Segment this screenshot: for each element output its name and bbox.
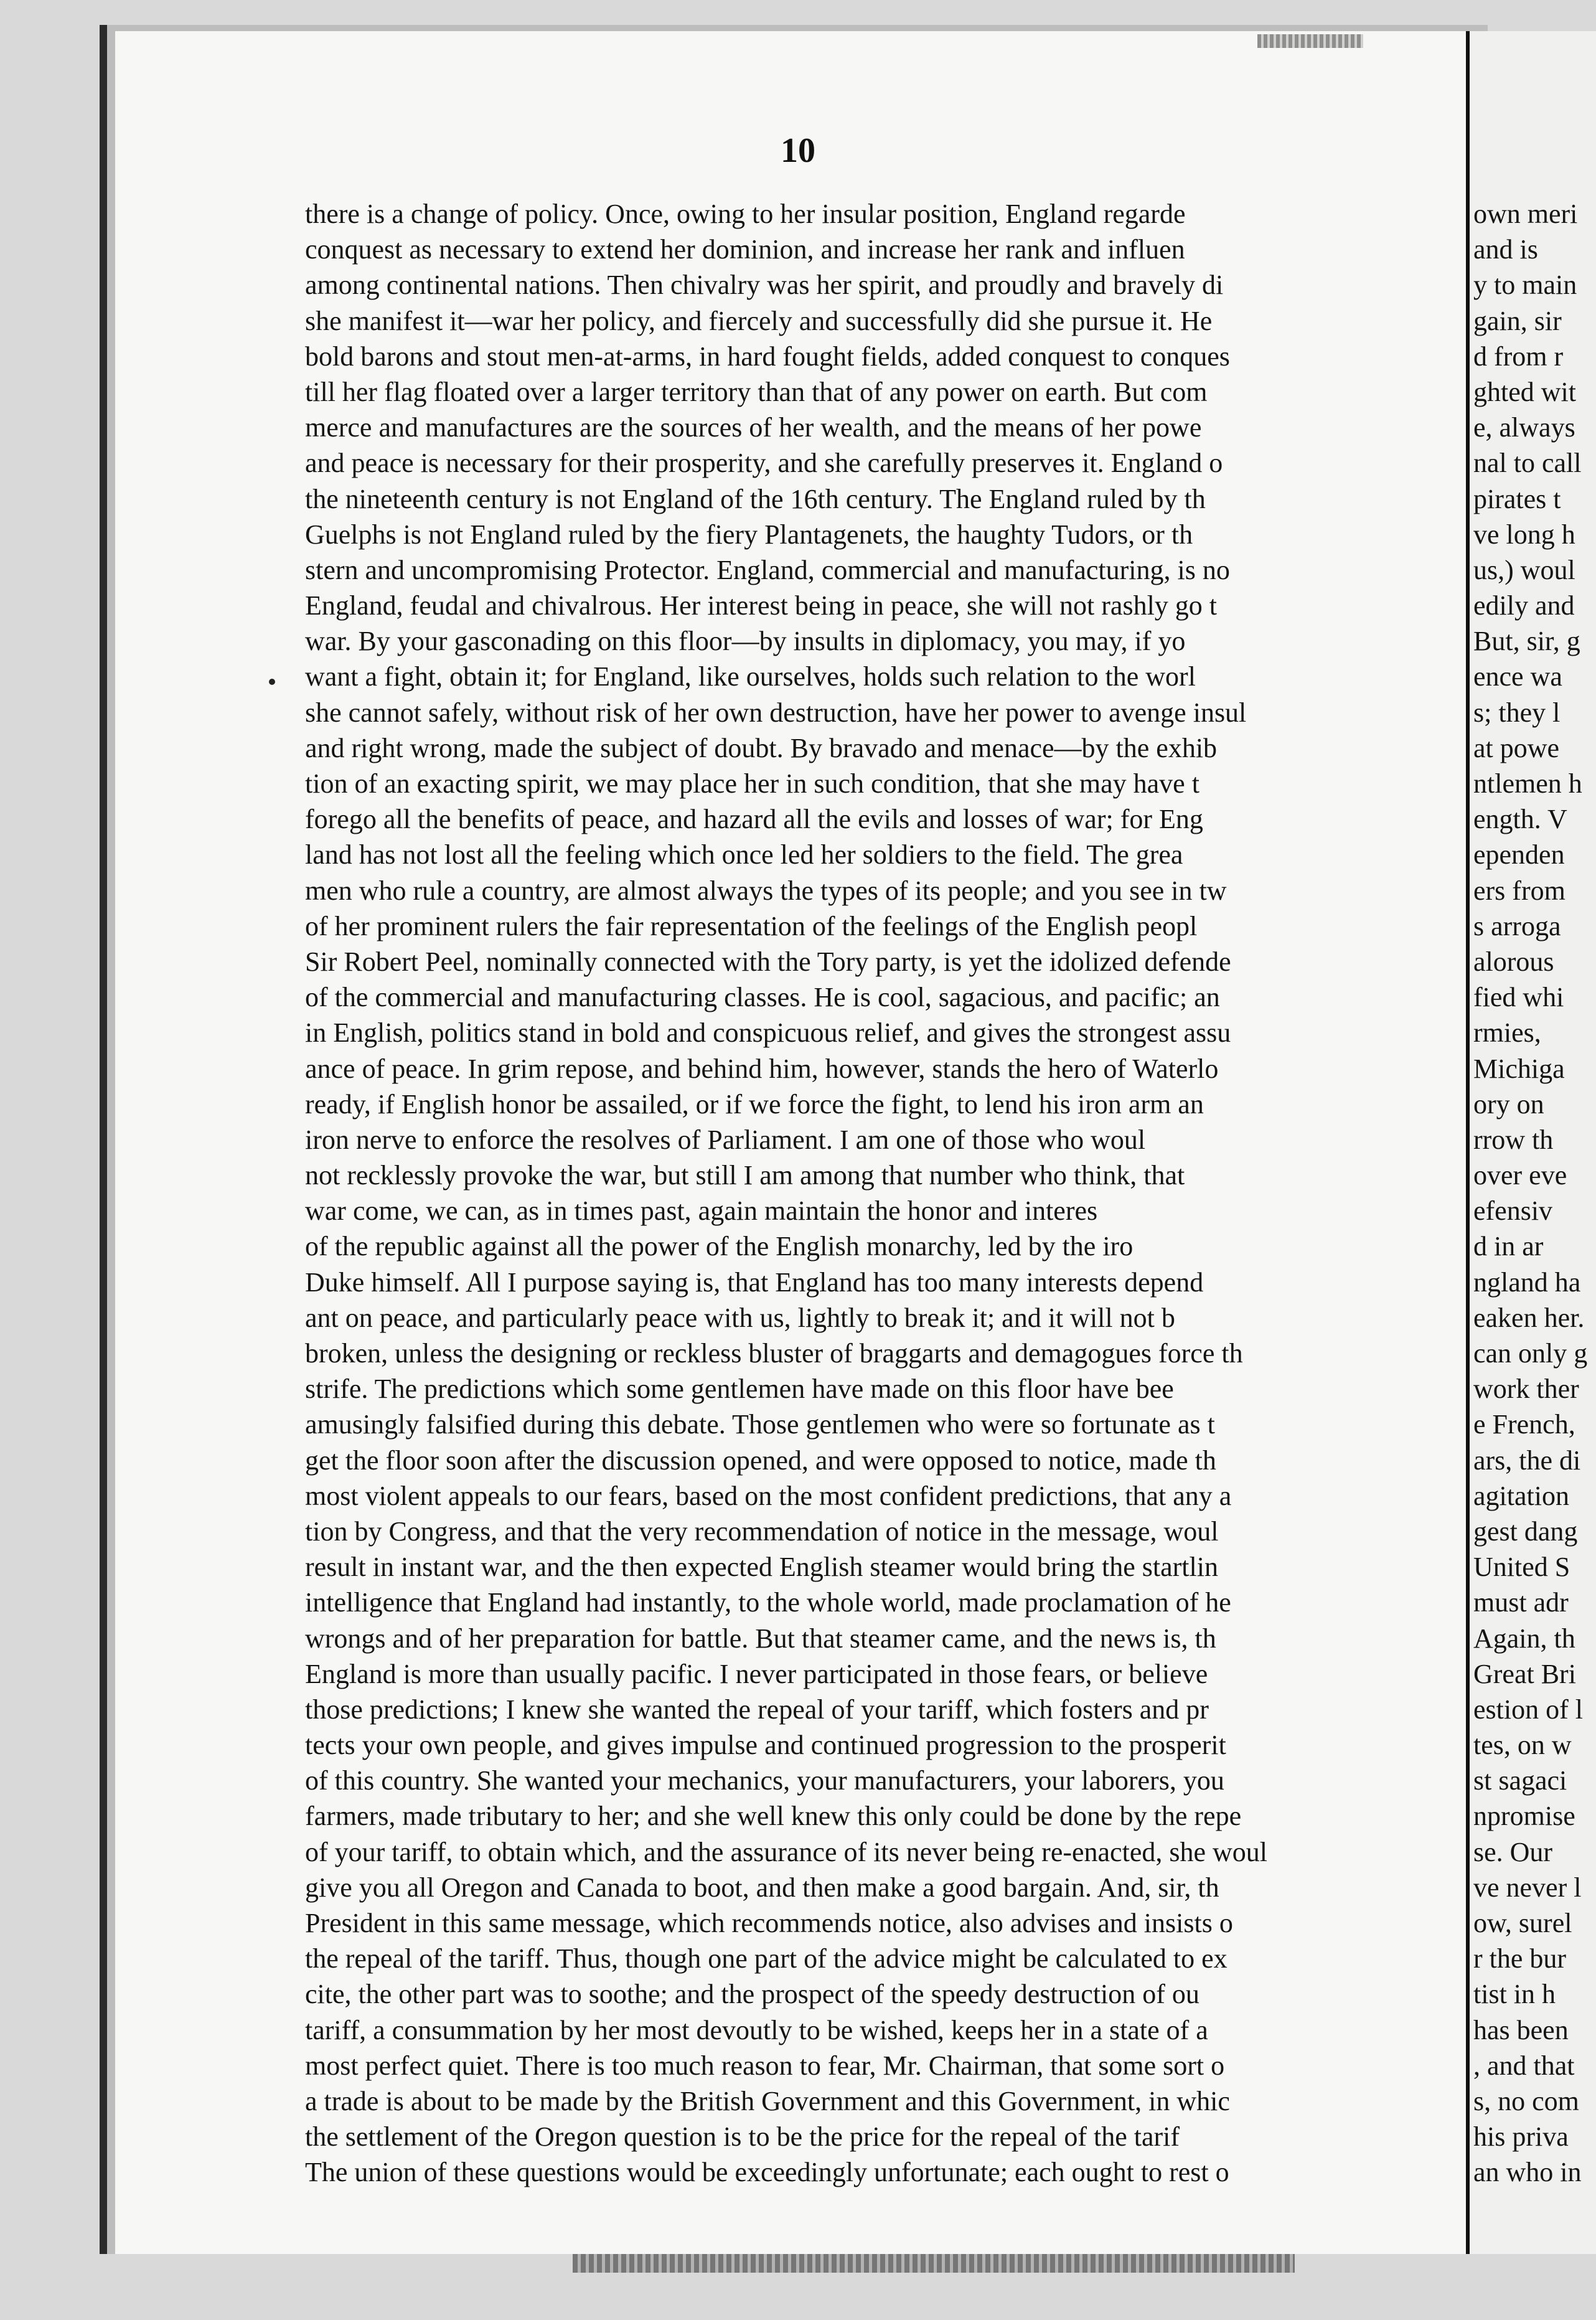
facing-page-fragment: st sagaci <box>1473 1765 1567 1796</box>
facing-page-fragment: fied whi <box>1473 982 1564 1013</box>
text-line: land has not lost all the feeling which once led her soldiers to the field. The grea <box>305 839 1183 870</box>
facing-page-fragment: ghted wit <box>1473 376 1576 407</box>
text-line: war come, we can, as in times past, again maintain the honor and interes <box>305 1195 1098 1227</box>
text-line: ant on peace, and particularly peace with us, lightly to break it; and it will not b <box>305 1302 1175 1333</box>
facing-page-fragment: s arroga <box>1473 910 1561 941</box>
facing-page-strip <box>1466 31 1596 2254</box>
text-line: give you all Oregon and Canada to boot, and then make a good bargain. And, sir, th <box>305 1872 1219 1903</box>
facing-page-fragment: his priva <box>1473 2121 1569 2153</box>
text-line: tects your own people, and gives impulse and continued progression to the prosperit <box>305 1730 1226 1761</box>
facing-page-fragment: r the bur <box>1473 1943 1567 1974</box>
facing-page-fragment: at powe <box>1473 732 1560 763</box>
text-line: not recklessly provoke the war, but still I am among that number who think, that <box>305 1160 1185 1191</box>
text-line: iron nerve to enforce the resolves of Parliament. I am one of those who woul <box>305 1124 1146 1155</box>
facing-page-fragment: d from r <box>1473 341 1564 372</box>
scan-artifact-top <box>1257 34 1363 48</box>
text-line: and peace is necessary for their prosperity, and she carefully preserves it. England o <box>305 448 1223 479</box>
text-line: bold barons and stout men-at-arms, in hard fought fields, added conquest to conques <box>305 341 1230 372</box>
facing-page-fragment: , and that <box>1473 2050 1575 2081</box>
text-line: among continental nations. Then chivalry was her spirit, and proudly and bravely di <box>305 270 1224 301</box>
text-line: farmers, made tributary to her; and she well knew this only could be done by the repe <box>305 1801 1242 1832</box>
text-line: of her prominent rulers the fair representation of the feelings of the English peopl <box>305 910 1198 941</box>
text-line: she manifest it—war her policy, and fiercely and successfully did she pursue it. He <box>305 305 1213 336</box>
facing-page-fragment: own meri <box>1473 199 1578 229</box>
text-line: there is a change of policy. Once, owing to her insular position, England regarde <box>305 199 1186 229</box>
text-line: in English, politics stand in bold and conspicuous relief, and gives the strongest assu <box>305 1017 1231 1049</box>
margin-mark <box>269 679 275 685</box>
facing-page-fragment: d in ar <box>1473 1231 1544 1262</box>
text-line: the settlement of the Oregon question is to be the price for the repeal of the tarif <box>305 2121 1180 2153</box>
text-line: the nineteenth century is not England of the 16th century. The England ruled by th <box>305 483 1206 514</box>
facing-page-fragment: edily and <box>1473 590 1575 621</box>
facing-page-fragment: ve long h <box>1473 519 1575 550</box>
text-line: get the floor soon after the discussion opened, and were opposed to notice, made th <box>305 1445 1216 1476</box>
text-line: men who rule a country, are almost always the types of its people; and you see in tw <box>305 875 1227 906</box>
text-line: cite, the other part was to soothe; and the prospect of the speedy destruction of ou <box>305 1979 1199 2010</box>
facing-page-fragment: ence wa <box>1473 661 1562 692</box>
facing-page-fragment: us,) woul <box>1473 554 1575 585</box>
facing-page-fragment: e French, <box>1473 1409 1575 1440</box>
body-text <box>305 196 1475 2190</box>
text-line: stern and uncompromising Protector. England, commercial and manufacturing, is no <box>305 554 1230 585</box>
facing-page-fragment: work ther <box>1473 1374 1579 1405</box>
facing-page-fragment: ow, surel <box>1473 1908 1572 1938</box>
facing-page-fragment: alorous <box>1473 946 1554 977</box>
text-line: of your tariff, to obtain which, and the assurance of its never being re-enacted, she woul <box>305 1836 1267 1867</box>
facing-page-fragment: npromise <box>1473 1801 1575 1832</box>
facing-page-fragments <box>1470 196 1587 2190</box>
facing-page-fragment: gest dang <box>1473 1516 1578 1547</box>
text-line: tariff, a consummation by her most devoutly to be wished, keeps her in a state of a <box>305 2014 1208 2045</box>
text-line: most violent appeals to our fears, based on the most confident predictions, that any a <box>305 1480 1232 1511</box>
text-line: those predictions; I knew she wanted the repeal of your tariff, which fosters and pr <box>305 1694 1209 1725</box>
facing-page-fragment: can only g <box>1473 1338 1588 1369</box>
text-line: conquest as necessary to extend her dominion, and increase her rank and influen <box>305 234 1185 265</box>
facing-page-fragment: se. Our <box>1473 1836 1553 1867</box>
facing-page-fragment: Great Bri <box>1473 1658 1576 1689</box>
facing-page-fragment: and is <box>1473 234 1538 265</box>
facing-page-fragment: y to main <box>1473 270 1577 301</box>
text-line: war. By your gasconading on this floor—by insults in diplomacy, you may, if yo <box>305 626 1186 657</box>
text-line: and right wrong, made the subject of doubt. By bravado and menace—by the exhib <box>305 732 1218 763</box>
facing-page-fragment: s, no com <box>1473 2085 1579 2116</box>
text-line: England, feudal and chivalrous. Her interest being in peace, she will not rashly go t <box>305 590 1218 621</box>
facing-page-fragment: rmies, <box>1473 1017 1541 1049</box>
text-line: England is more than usually pacific. I never participated in those fears, or believe <box>305 1658 1208 1689</box>
facing-page-fragment: ependen <box>1473 839 1565 870</box>
text-line: Duke himself. All I purpose saying is, that England has too many interests depend <box>305 1266 1204 1298</box>
text-line: Sir Robert Peel, nominally connected with the Tory party, is yet the idolized defende <box>305 946 1231 977</box>
scan-artifact-bottom <box>573 2254 1295 2273</box>
facing-page-fragment: eaken her. <box>1473 1302 1585 1333</box>
facing-page-fragment: tes, on w <box>1473 1730 1572 1761</box>
facing-page-fragment: ngland ha <box>1473 1266 1581 1298</box>
text-line: want a fight, obtain it; for England, like ourselves, holds such relation to the worl <box>305 661 1196 692</box>
text-line: she cannot safely, without risk of her own destruction, have her power to avenge insul <box>305 697 1247 728</box>
text-line: The union of these questions would be exceedingly unfortunate; each ought to rest o <box>305 2157 1229 2188</box>
facing-page-fragment: over eve <box>1473 1160 1567 1191</box>
text-line: amusingly falsified during this debate. Those gentlemen who were so fortunate as t <box>305 1409 1215 1440</box>
facing-page-fragment: s; they l <box>1473 697 1561 728</box>
page-number: 10 <box>781 131 815 170</box>
text-line: a trade is about to be made by the British Government and this Government, in whic <box>305 2085 1230 2116</box>
facing-page-fragment: nal to call <box>1473 448 1582 479</box>
text-line: of this country. She wanted your mechanics, your manufacturers, your laborers, you <box>305 1765 1224 1796</box>
text-line: of the republic against all the power of the English monarchy, led by the iro <box>305 1231 1134 1262</box>
facing-page-fragment: But, sir, g <box>1473 626 1580 657</box>
facing-page-fragment: rrow th <box>1473 1124 1554 1155</box>
facing-page-fragment: efensiv <box>1473 1195 1553 1227</box>
text-line: wrongs and of her preparation for battle. But that steamer came, and the news is, th <box>305 1623 1216 1654</box>
facing-page-fragment: has been <box>1473 2014 1569 2045</box>
text-line: result in instant war, and the then expected English steamer would bring the startlin <box>305 1552 1218 1583</box>
text-line: merce and manufactures are the sources of her wealth, and the means of her powe <box>305 412 1202 443</box>
text-line: strife. The predictions which some gentlemen have made on this floor have bee <box>305 1374 1174 1405</box>
facing-page-fragment: e, always <box>1473 412 1575 443</box>
text-line: ance of peace. In grim repose, and behind him, however, stands the hero of Waterlo <box>305 1053 1219 1084</box>
binding-edge-left <box>100 25 107 2254</box>
facing-page-fragment: pirates t <box>1473 483 1561 514</box>
text-line: forego all the benefits of peace, and hazard all the evils and losses of war; for Eng <box>305 804 1203 835</box>
text-line: intelligence that England had instantly, to the whole world, made proclamation of he <box>305 1587 1231 1618</box>
text-line: Guelphs is not England ruled by the fiery Plantagenets, the haughty Tudors, or th <box>305 519 1193 550</box>
text-line: most perfect quiet. There is too much reason to fear, Mr. Chairman, that some sort o <box>305 2050 1225 2081</box>
facing-page-fragment: ve never l <box>1473 1872 1582 1903</box>
text-line: President in this same message, which recommends notice, also advises and insists o <box>305 1908 1233 1938</box>
facing-page-fragment: gain, sir <box>1473 305 1562 336</box>
text-line: of the commercial and manufacturing classes. He is cool, sagacious, and pacific; an <box>305 982 1220 1013</box>
facing-page-fragment: an who in <box>1473 2157 1582 2188</box>
facing-page-fragment: ntlemen h <box>1473 768 1582 799</box>
facing-page-fragment: United S <box>1473 1552 1570 1583</box>
text-line: till her flag floated over a larger territory than that of any power on earth. But com <box>305 376 1208 407</box>
text-line: the repeal of the tariff. Thus, though one part of the advice might be calculated to ex <box>305 1943 1228 1974</box>
text-line: tion by Congress, and that the very recommendation of notice in the message, woul <box>305 1516 1219 1547</box>
text-line: ready, if English honor be assailed, or if we force the fight, to lend his iron arm an <box>305 1088 1204 1120</box>
facing-page-fragment: ers from <box>1473 875 1565 906</box>
facing-page-fragment: tist in h <box>1473 1979 1556 2010</box>
facing-page-fragment: ory on <box>1473 1088 1544 1120</box>
facing-page-fragment: estion of l <box>1473 1694 1583 1725</box>
facing-page-fragment: ars, the di <box>1473 1445 1581 1476</box>
facing-page-fragment: Again, th <box>1473 1623 1575 1654</box>
facing-page-fragment: ength. V <box>1473 804 1567 835</box>
facing-page-fragment: Michiga <box>1473 1053 1565 1084</box>
facing-page-fragment: must adr <box>1473 1587 1569 1618</box>
text-line: broken, unless the designing or reckless bluster of braggarts and demagogues force th <box>305 1338 1243 1369</box>
text-line: tion of an exacting spirit, we may place her in such condition, that she may have t <box>305 768 1199 799</box>
facing-page-fragment: agitation <box>1473 1480 1569 1511</box>
